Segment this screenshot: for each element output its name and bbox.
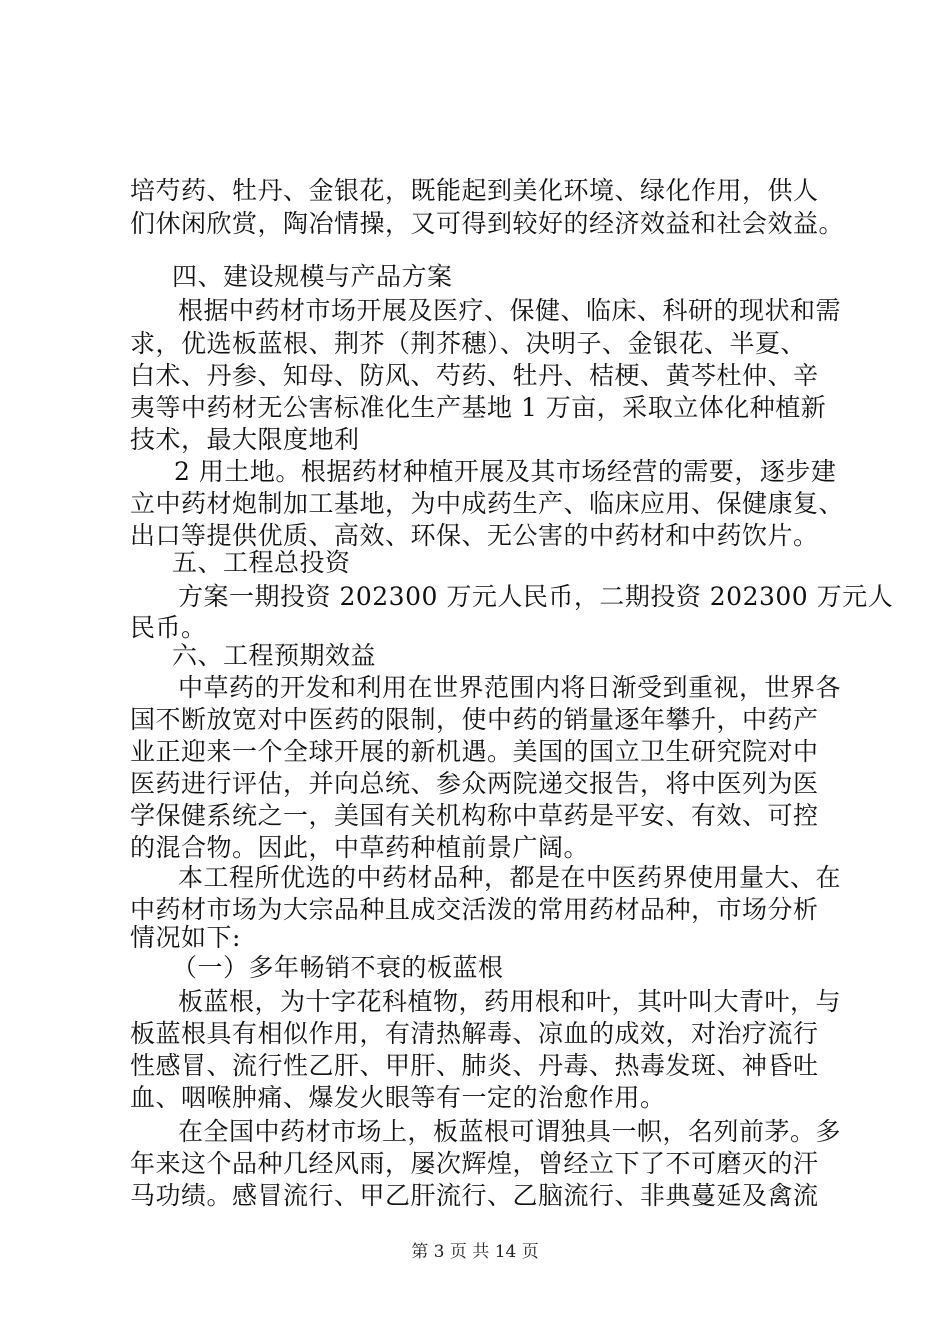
text-line: 中药材市场为大宗品种且成交活泼的常用药材品种，市场分析 bbox=[130, 895, 819, 924]
text-line: 的混合物。因此，中草药种植前景广阔。 bbox=[130, 833, 590, 862]
text-line: 板蓝根具有相似作用，有清热解毒、凉血的成效，对治疗流行 bbox=[130, 1019, 819, 1048]
text-line: 立中药材炮制加工基地，为中成药生产、临床应用、保健康复、 bbox=[130, 489, 845, 518]
text-line: 中草药的开发和利用在世界范围内将日渐受到重视，世界各 bbox=[178, 673, 842, 702]
text-line: 出口等提供优质、高效、环保、无公害的中药材和中药饮片。 bbox=[130, 521, 819, 550]
text-line: 根据中药材市场开展及医疗、保健、临床、科研的现状和需 bbox=[178, 296, 842, 325]
text-line: 2 用土地。根据药材种植开展及其市场经营的需要，逐步建 bbox=[174, 457, 837, 486]
text-line: 血、咽喉肿痛、爆发火眼等有一定的治愈作用。 bbox=[130, 1083, 666, 1112]
section-heading: 四、建设规模与产品方案 bbox=[172, 262, 453, 291]
text-line: 国不断放宽对中医药的限制，使中药的销量逐年攀升，中药产 bbox=[130, 705, 819, 734]
text-line: 白术、丹参、知母、防风、芍药、牡丹、桔梗、黄芩杜仲、辛 bbox=[130, 361, 819, 390]
text-line: 方案一期投资 202300 万元人民币，二期投资 202300 万元人 bbox=[178, 582, 894, 611]
section-heading: （一）多年畅销不衰的板蓝根 bbox=[172, 953, 504, 982]
section-heading: 五、工程总投资 bbox=[172, 548, 351, 577]
section-heading: 六、工程预期效益 bbox=[172, 641, 377, 670]
text-line: 技术，最大限度地利 bbox=[130, 425, 360, 454]
text-line: 马功绩。感冒流行、甲乙肝流行、乙脑流行、非典蔓延及禽流 bbox=[130, 1181, 819, 1210]
text-line: 业正迎来一个全球开展的新机遇。美国的国立卫生研究院对中 bbox=[130, 737, 819, 766]
text-line: 医药进行评估，并向总统、参众两院递交报告，将中医列为医 bbox=[130, 769, 819, 798]
page-number: 第 3 页 共 14 页 bbox=[411, 1242, 539, 1262]
text-line: 培芍药、牡丹、金银花，既能起到美化环境、绿化作用，供人 bbox=[130, 176, 819, 205]
text-line: 民币。 bbox=[130, 613, 207, 642]
text-line: 在全国中药材市场上，板蓝根可谓独具一帜，名列前茅。多 bbox=[178, 1117, 842, 1146]
text-line: 求，优选板蓝根、荆芥（荆芥穗）、决明子、金银花、半夏、 bbox=[130, 329, 807, 358]
text-line: 们休闲欣赏，陶冶情操，又可得到较好的经济效益和社会效益。 bbox=[130, 209, 845, 238]
text-line: 学保健系统之一，美国有关机构称中草药是平安、有效、可控 bbox=[130, 801, 819, 830]
text-line: 本工程所优选的中药材品种，都是在中医药界使用量大、在 bbox=[178, 863, 842, 892]
text-line: 年来这个品种几经风雨，屡次辉煌，曾经立下了不可磨灭的汗 bbox=[130, 1149, 819, 1178]
text-line: 板蓝根，为十字花科植物，药用根和叶，其叶叫大青叶，与 bbox=[178, 987, 842, 1016]
text-line: 情况如下: bbox=[130, 923, 241, 952]
text-line: 夷等中药材无公害标准化生产基地 1 万亩，采取立体化种植新 bbox=[130, 393, 827, 422]
text-line: 性感冒、流行性乙肝、甲肝、肺炎、丹毒、热毒发斑、神昏吐 bbox=[130, 1051, 819, 1080]
